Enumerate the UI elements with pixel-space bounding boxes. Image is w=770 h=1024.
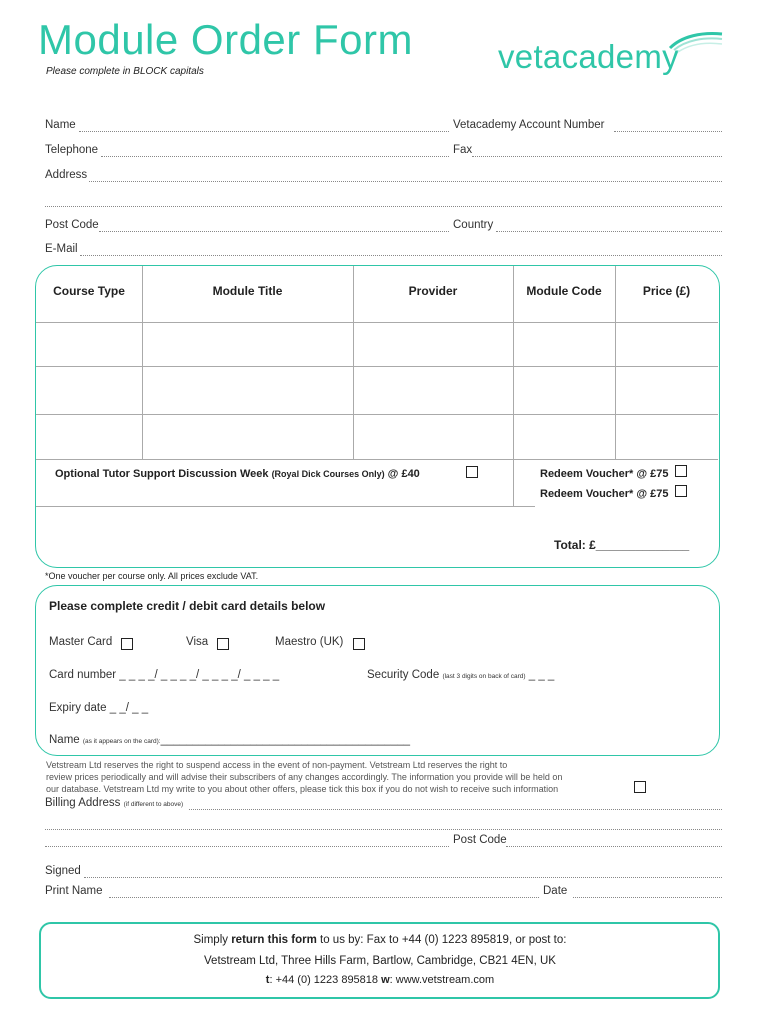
print-name-label: Print Name (45, 885, 103, 897)
voucher-note: *One voucher per course only. All prices exclude VAT. (45, 571, 259, 581)
master-card-label: Master Card (49, 636, 113, 648)
security-code-field[interactable]: Security Code (last 3 digits on back of card) _ _ _ (367, 669, 555, 681)
name-field[interactable] (79, 131, 449, 132)
voucher-label-1: Redeem Voucher* @ £75 (540, 468, 669, 480)
visa-label: Visa (186, 636, 209, 648)
postal-address: Vetstream Ltd, Three Hills Farm, Bartlow, Cambridge, CB21 4EN, UK (204, 955, 556, 967)
card-number-field[interactable]: Card number _ _ _ _/ _ _ _ _/ _ _ _ _/ _ _ _ _ (49, 669, 280, 681)
logo-text: vetacademy (498, 38, 679, 75)
table-divider (36, 459, 718, 460)
col-provider: Provider (408, 284, 458, 298)
tutor-support-label: Optional Tutor Support Discussion Week (Royal Dick Courses Only) @ £40 (55, 468, 420, 480)
table-col-divider (513, 266, 514, 506)
account-number-label: Vetacademy Account Number (453, 119, 605, 131)
opt-out-checkbox[interactable] (634, 781, 646, 793)
address-label: Address (45, 169, 88, 181)
account-number-field[interactable] (614, 131, 722, 132)
telephone-label: Telephone (45, 144, 99, 156)
form-title: Module Order Form (38, 16, 413, 63)
email-field[interactable] (80, 255, 722, 256)
country-label: Country (453, 219, 494, 231)
country-field[interactable] (496, 231, 722, 232)
logo-swoosh-icon (668, 30, 724, 54)
table-divider (36, 506, 535, 507)
form-subtitle: Please complete in BLOCK capitals (46, 66, 204, 77)
contact-details: t: +44 (0) 1223 895818 w: www.vetstream.com (265, 974, 495, 986)
col-course-type: Course Type (53, 284, 125, 298)
billing-post-code-field[interactable] (506, 846, 722, 847)
voucher-checkbox-2[interactable] (675, 485, 687, 497)
signature-field[interactable] (84, 877, 722, 878)
vetacademy-logo (498, 30, 728, 80)
name-label: Name (45, 119, 76, 131)
billing-post-code-label: Post Code (453, 834, 507, 846)
order-table (35, 265, 720, 568)
col-module-title: Module Title (212, 284, 283, 298)
signed-label: Signed (45, 865, 81, 877)
email-label: E-Mail (45, 243, 78, 255)
billing-address-label: Billing Address (if different to above) (45, 797, 184, 809)
col-module-code: Module Code (526, 284, 602, 298)
card-details-box (35, 585, 720, 756)
date-label: Date (543, 885, 568, 897)
expiry-date-field[interactable]: Expiry date _ _/ _ _ (49, 702, 149, 714)
return-instructions: Simply return this form to us by: Fax to +44 (0) 1223 895819, or post to: (193, 934, 567, 946)
fax-label: Fax (453, 144, 473, 156)
post-code-label: Post Code (45, 219, 99, 231)
billing-address-field-line-3[interactable] (45, 846, 449, 847)
visa-checkbox[interactable] (217, 638, 229, 650)
card-details-heading: Please complete credit / debit card details below (49, 599, 326, 613)
post-code-field[interactable] (99, 231, 449, 232)
address-field-line-2[interactable] (45, 206, 722, 207)
print-name-field[interactable] (109, 897, 539, 898)
voucher-checkbox-1[interactable] (675, 465, 687, 477)
maestro-checkbox[interactable] (353, 638, 365, 650)
address-field[interactable] (89, 181, 722, 182)
name-on-card-field[interactable]: Name (as it appears on the card):_______________________________________ (49, 734, 411, 746)
date-field[interactable] (573, 897, 722, 898)
terms-text: Vetstream Ltd reserves the right to suspend access in the event of non-payment. Vetstream Ltd reserves the right to review prices periodically and will advise their subscribers of any changes accordingly. The information you provide will be held on our database. Vetstream Ltd my write to you about other offers, please tick this box if you do not wish to receive such information (46, 760, 563, 794)
master-card-checkbox[interactable] (121, 638, 133, 650)
billing-address-field-line-2[interactable] (45, 829, 722, 830)
tutor-support-checkbox[interactable] (466, 466, 478, 478)
billing-address-field[interactable] (189, 809, 722, 810)
telephone-field[interactable] (101, 156, 449, 157)
fax-field[interactable] (472, 156, 722, 157)
col-price: Price (£) (642, 284, 691, 298)
maestro-label: Maestro (UK) (275, 636, 344, 648)
voucher-label-2: Redeem Voucher* @ £75 (540, 488, 669, 500)
total-field[interactable]: Total: £______________ (554, 538, 690, 552)
